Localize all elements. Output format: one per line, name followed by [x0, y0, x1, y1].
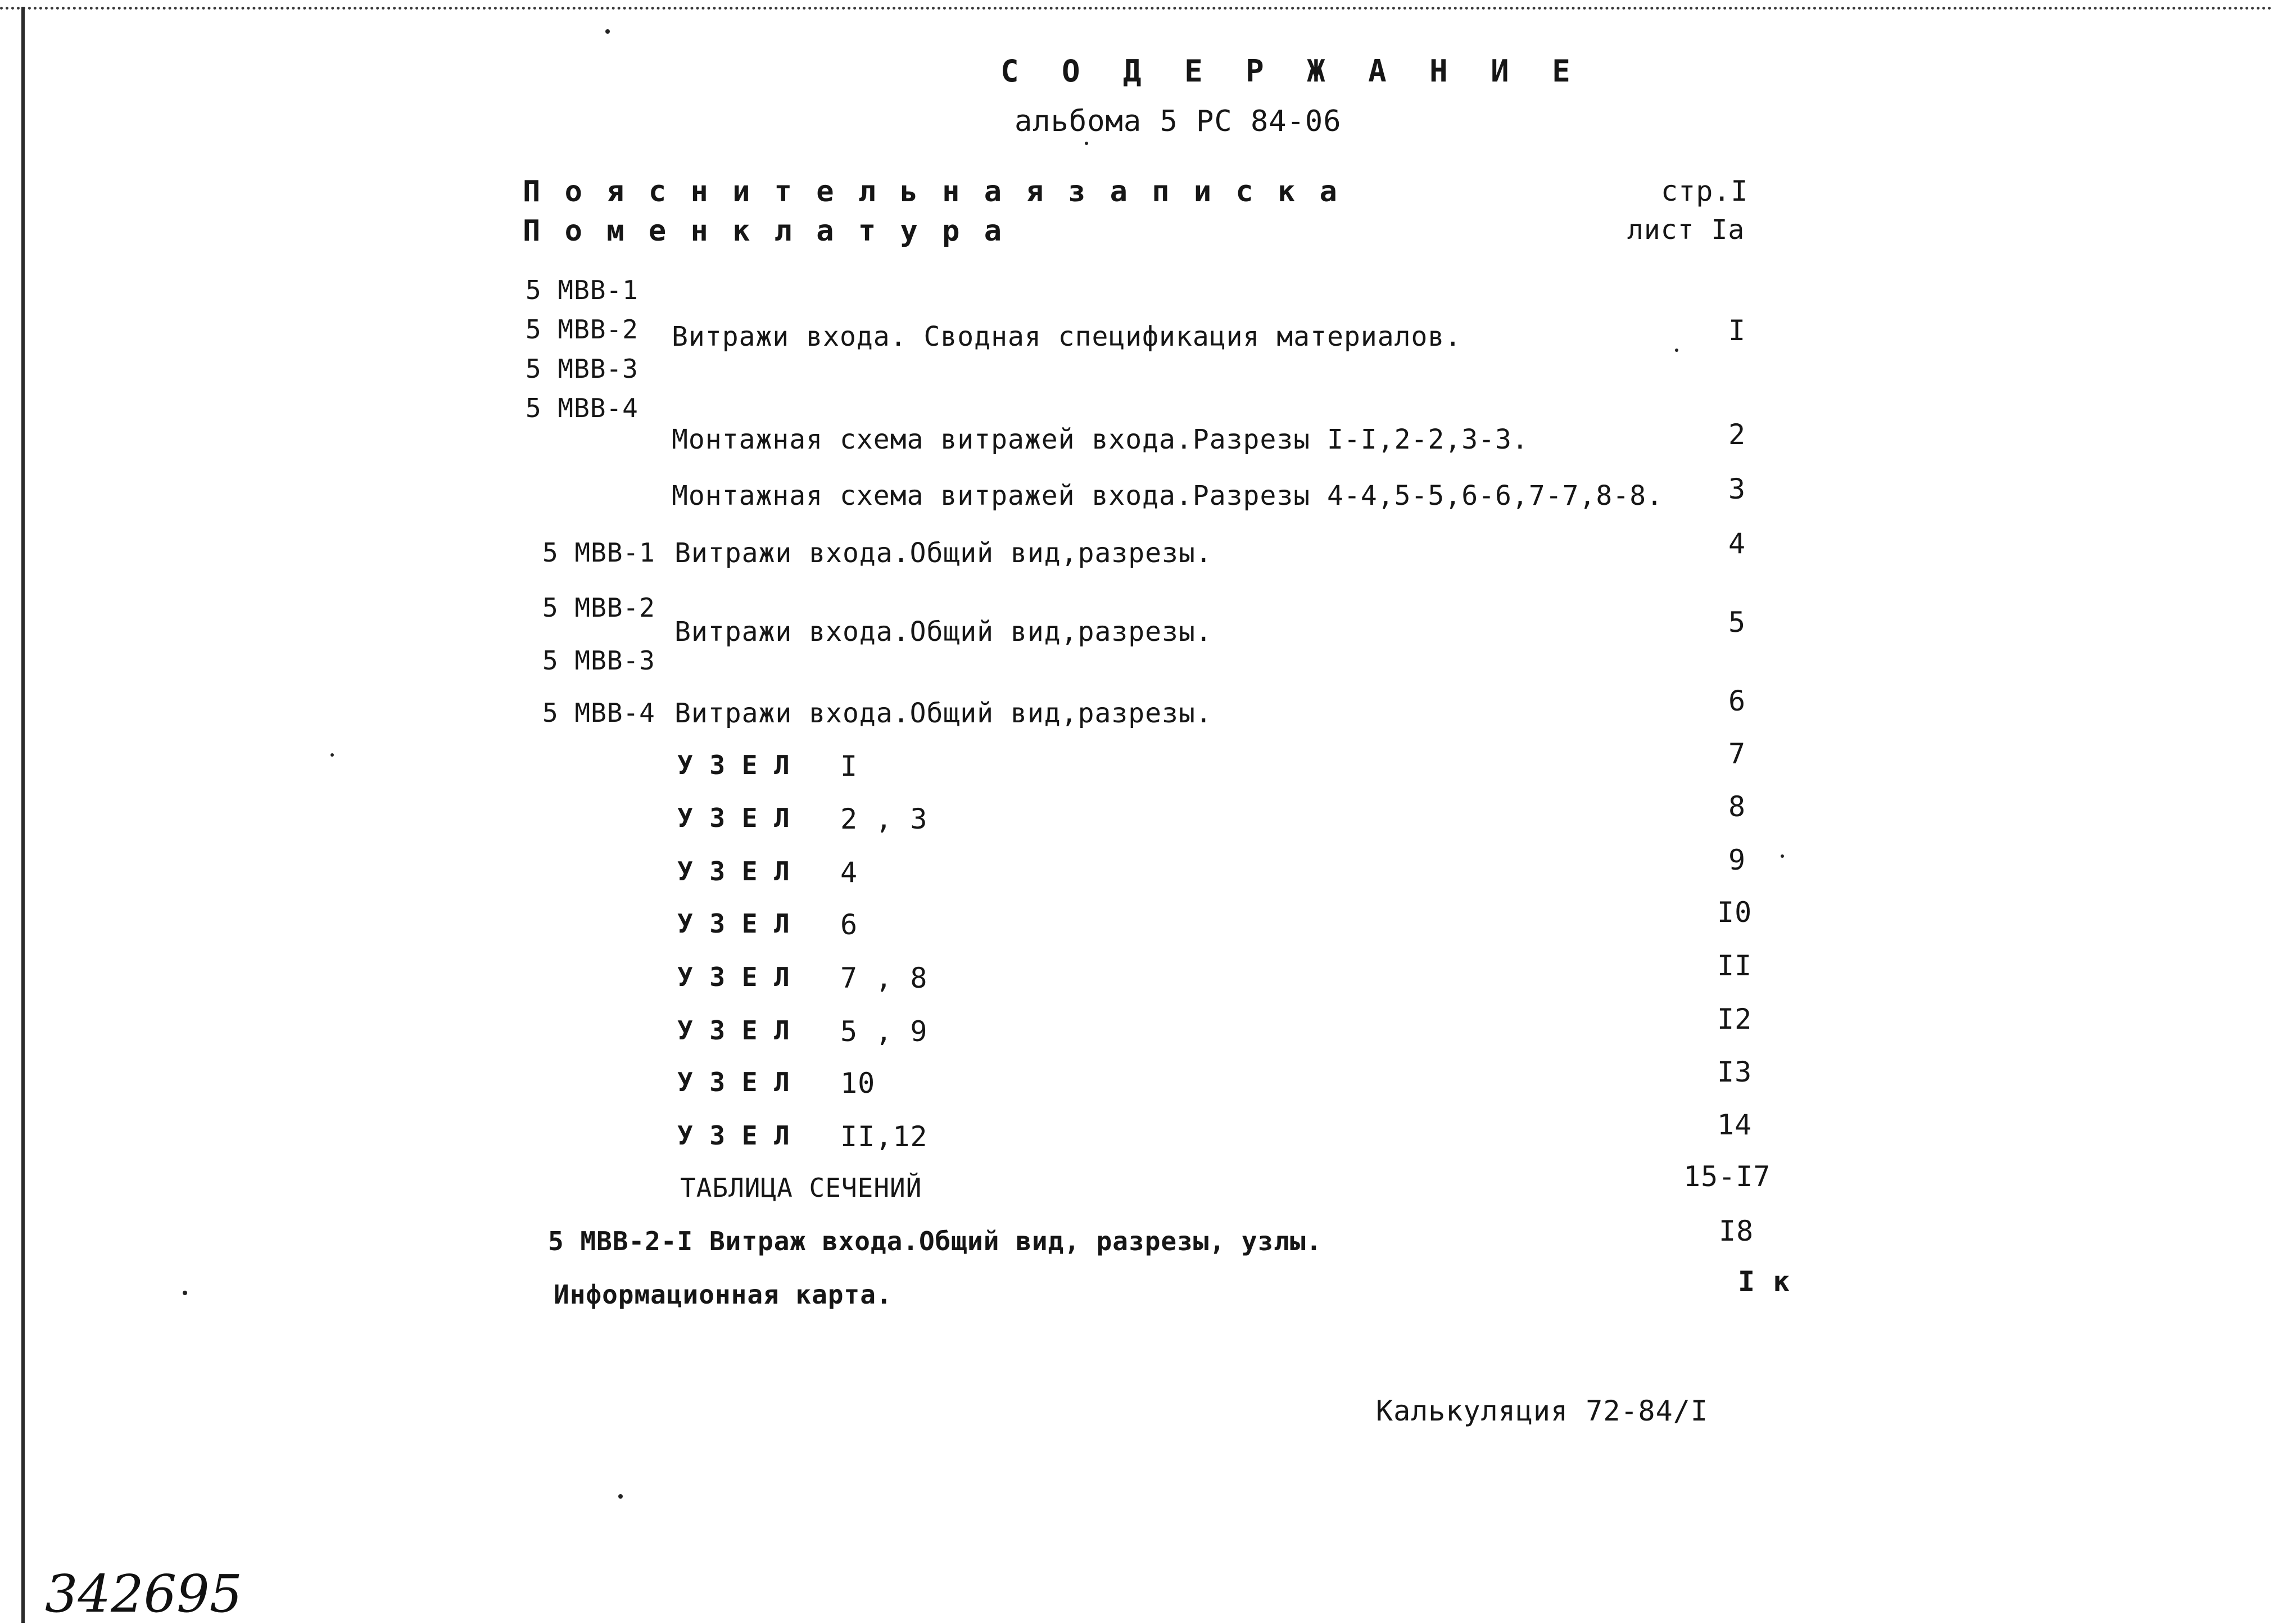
code-mvv-1: 5 МВВ-1	[526, 275, 639, 305]
node-sheet: I3	[1717, 1056, 1753, 1088]
node-sheet: I2	[1717, 1003, 1753, 1035]
node-sheet: I0	[1717, 896, 1753, 929]
node-label: У З Е Л	[677, 1120, 790, 1151]
extra-entry-sheet: I8	[1719, 1215, 1754, 1247]
scan-speck	[1781, 854, 1784, 858]
node-number: II,12	[840, 1120, 928, 1153]
entry-title: Монтажная схема витражей входа.Разрезы I-I,2-2,3-3.	[672, 424, 1529, 455]
entry-title: Витражи входа. Сводная спецификация материалов.	[672, 321, 1462, 352]
node-label: У З Е Л	[677, 750, 790, 780]
node-label: У З Е Л	[677, 962, 790, 992]
album-subtitle: альбома 5 РС 84-06	[1015, 105, 1342, 138]
scan-speck	[183, 1291, 187, 1295]
node-sheet: 14	[1717, 1109, 1753, 1141]
scan-speck	[1085, 142, 1088, 145]
entry-sheet: 5	[1728, 606, 1746, 639]
code-mvv-4: 5 МВВ-4	[526, 393, 639, 423]
code-mvv-3: 5 МВВ-3	[526, 354, 639, 384]
calculation-reference: Калькуляция 72-84/I	[1376, 1395, 1708, 1427]
node-label: У З Е Л	[677, 1015, 790, 1046]
node-sheet: 7	[1728, 738, 1746, 770]
node-label: У З Е Л	[677, 908, 790, 939]
node-number: I	[840, 750, 858, 782]
node-number: 7 , 8	[840, 962, 928, 994]
scan-speck	[1675, 349, 1678, 352]
handwritten-archive-number: 342695	[45, 1564, 243, 1624]
scan-speck	[618, 1494, 623, 1499]
node-label: У З Е Л	[677, 856, 790, 886]
node-sheet: II	[1717, 949, 1753, 982]
left-border	[21, 7, 25, 1623]
entry-sheet: 3	[1728, 473, 1746, 505]
info-card-sheet: I к	[1738, 1265, 1791, 1298]
top-border	[0, 7, 2273, 10]
entry-sheet: I	[1728, 314, 1746, 347]
entry-code: 5 МВВ-4	[542, 698, 655, 728]
entry-code: 5 МВВ-2	[542, 592, 655, 623]
scan-speck	[330, 753, 334, 757]
explanatory-note-page: стр.I	[1661, 175, 1749, 207]
node-number: 6	[840, 908, 858, 941]
entry-sheet: 2	[1728, 418, 1746, 451]
table-sections-sheet: 15-I7	[1683, 1160, 1771, 1193]
node-number: 4	[840, 856, 858, 889]
node-sheet: 8	[1728, 790, 1746, 823]
entry-title: Монтажная схема витражей входа.Разрезы 4-4,5-5,6-6,7-7,8-8.	[672, 480, 1664, 512]
entry-code: 5 МВВ-1	[542, 537, 655, 568]
nomenclature-label: П о м е н к л а т у р а	[523, 214, 1006, 248]
entry-title: Витражи входа.Общий вид,разрезы.	[674, 537, 1212, 569]
node-number: 10	[840, 1067, 876, 1100]
node-sheet: 9	[1728, 844, 1746, 876]
table-sections-title: ТАБЛИЦА СЕЧЕНИЙ	[680, 1173, 922, 1203]
page-title: С О Д Е Р Ж А Н И Е	[1000, 53, 1583, 89]
extra-entry: 5 МВВ-2-I Витраж входа.Общий вид, разрезы, узлы.	[548, 1226, 1323, 1256]
node-number: 5 , 9	[840, 1015, 928, 1048]
node-number: 2 , 3	[840, 803, 928, 835]
entry-title: Витражи входа.Общий вид,разрезы.	[674, 698, 1212, 729]
explanatory-note-label: П о я с н и т е л ь н а я з а п и с к а	[523, 175, 1341, 209]
entry-sheet: 4	[1728, 527, 1746, 560]
entry-title: Витражи входа.Общий вид,разрезы.	[674, 616, 1212, 648]
info-card: Информационная карта.	[554, 1279, 893, 1310]
node-label: У З Е Л	[677, 1067, 790, 1097]
entry-sheet: 6	[1728, 685, 1746, 717]
code-mvv-2: 5 МВВ-2	[526, 314, 639, 345]
entry-code: 5 МВВ-3	[542, 645, 655, 676]
nomenclature-sheet: лист Iа	[1627, 214, 1745, 246]
node-label: У З Е Л	[677, 803, 790, 833]
scan-speck	[605, 29, 610, 34]
